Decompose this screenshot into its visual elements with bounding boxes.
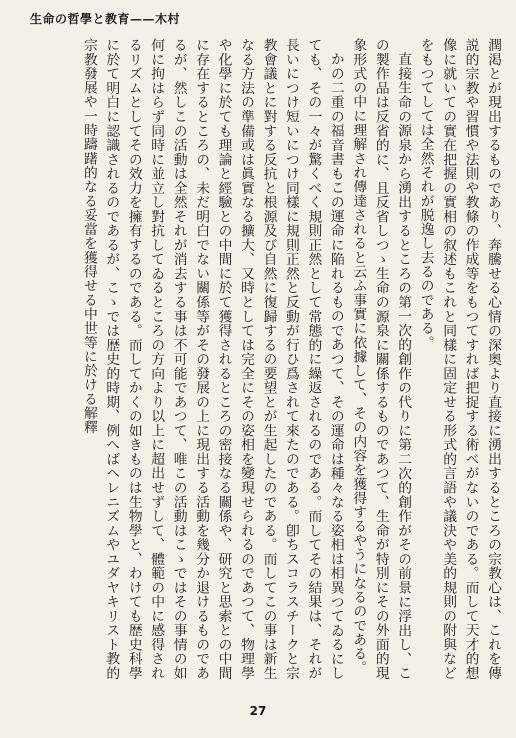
- running-header: [10, 10, 506, 32]
- body-text: [14, 38, 504, 680]
- page-number: 27: [249, 704, 267, 718]
- paragraph: 潤渇とが現出するものであり、奔騰せる心情の深奥より直接に湧出するところの宗教心は、これを傳説的宗教や習慣や法則や教條の作成等をもつてすれば把捉する術べがないのである。而して天才的想像に就いての實在把握の實相の叙述もこれと同樣に固定せる形式的言語や議決や美的規則の附與などをもつてしては全然それが脱逸し去るのである。: [417, 38, 501, 680]
- running-header-title: 生命の哲學と教育——木村: [30, 12, 181, 26]
- paragraph: かの二重の福音書もこの運命に陥れるものであつて、その運命は種々なる姿相は相異つてゐるにしても、その一々が驚くべく規則正然として常態的に繰返されるのである。而してその結果は、それが長いにつけ短いにつけ同樣に規則正然と反動が行ひ爲されて來たのである。卽ちスコラスチークと宗教會議とに對する反抗と根源及び自然に復歸するの要望とが生起したのである。而してこの事は新生なる方法の準備或は眞實なる擴大、又時としては完全にその姿相を變現せられるのであつて、物理學や化學に於ても理論と經驗との中間に於て獲得されるところの密接なる關係や、研究と思索との中間に存在するところの、未だ明白でない關係等がその發展の上に現出する活動を幾分か退けるものであるが、然しこの活動は全然それが消去する事は不可能であつて、唯この活動はこゝではその事情の如何に拘はらず同時に並立し對抗してゐるところの方向より以上に超出せずして、體範の中に感得されるリズムとしてその效力を擁有するのである。而してかくの如きものは生物學と、わけても歴史科學に於て明白に認識されるのであるが、こゝでは歴史的時期、例へばヘレニズムやユダヤキリスト教的宗教發展や一時躊躇的なる妥當を獲得せる中世等に於ける解釋: [80, 38, 344, 680]
- paragraph: 直接生命の源泉から湧出するところの第一次的創作の代りに第二次的創作がその前景に浮出し、この製作品は反省的に、且反省しつゝ生命の源泉に關係するものであつて、生命が特別にその外面的現象形式の中に理解され傳達されると云ふ事實に依據して、その内容を獲得するやうになるのである。: [350, 38, 412, 680]
